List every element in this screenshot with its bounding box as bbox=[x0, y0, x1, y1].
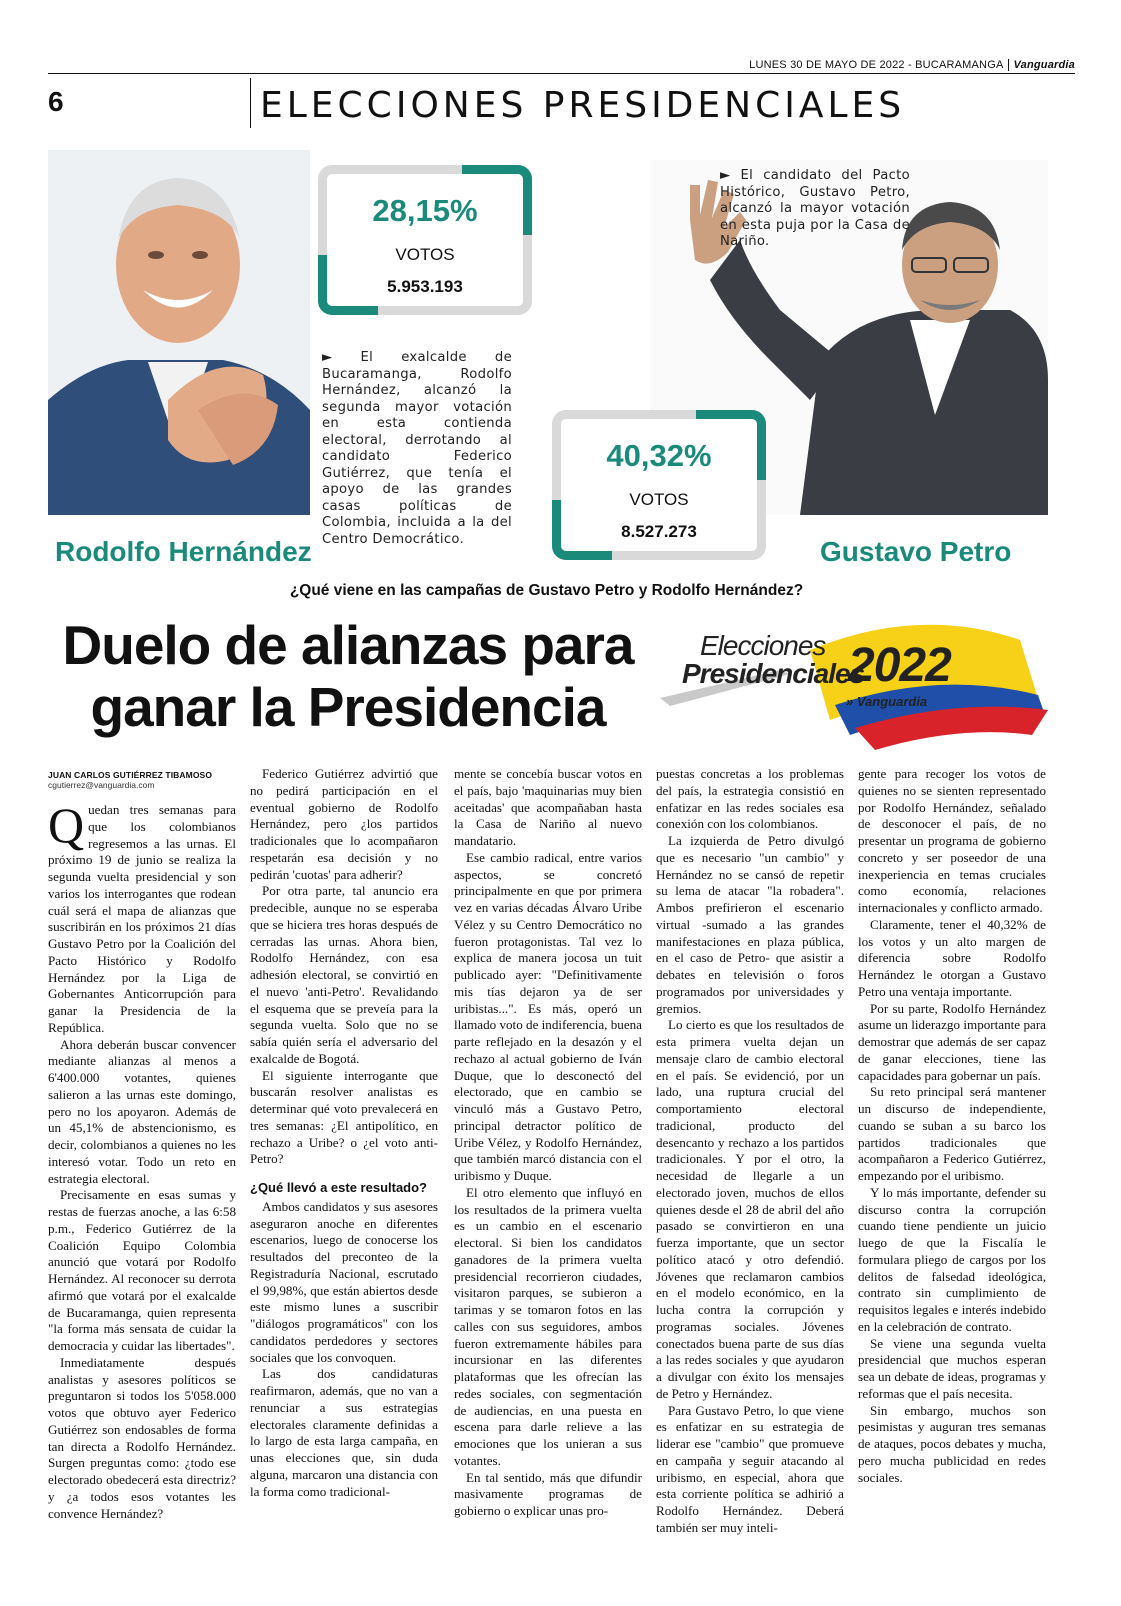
paragraph: Ese cambio radical, entre varios aspectos, se concretó principalmente en que por primera vez en varias décadas Álvaro Uribe Vélez y su Centro Democrático no fueron protagonistas. Tal vez lo explica de manera jocosa un tuit publicado ayer: "Definitivamente mis tías dejaron ya de ser uribistas...". Es más, operó un llamado voto de indiferencia, buena parte reflejado en la desazón y el rechazo al actual gobierno de Iván Duque, que lo desconectó del electorado, que en cambio se vinculó más a Gustavo Petro, principal detractor político de Uribe Vélez, y Rodolfo Hernández, que también marcó distancia con el uribismo y Duque. bbox=[454, 849, 642, 1183]
drop-cap: Q bbox=[48, 797, 85, 853]
paragraph: Por su parte, Rodolfo Hernández asume un liderazgo importante para demostrar que además de ser capaz de ganar elecciones, tiene las capacidades para gobernar un país. bbox=[858, 1000, 1046, 1083]
votes-label: VOTOS bbox=[629, 490, 689, 509]
author-name: JUAN CARLOS GUTIÉRREZ TIBAMOSO bbox=[48, 770, 213, 780]
article-column-1 bbox=[48, 797, 236, 1522]
photo-caption-rodolfo: ► El exalcalde de Bucaramanga, Rodolfo Hernández, alcanzó la segunda mayor votación en esta contienda electoral, derrotando al candidato Federico Gutiérrez, que tenía el apoyo de las grandes casas políticas de Colombia, incluida a la del Centro Democrático. bbox=[322, 350, 512, 547]
page-number: 6 bbox=[48, 86, 64, 117]
header-rule bbox=[48, 73, 1075, 74]
subhead: ¿Qué llevó a este resultado? bbox=[250, 1180, 427, 1195]
paragraph: El otro elemento que influyó en los resultados de la primera vuelta es un cambio en el escenario electoral. Si bien los candidatos ganadores de la primera vuelta presidencial recorrieron ciudades, visitaron parques, se subieron a tarimas y se tomaron fotos en las calles con sus seguidores, ambos fueron extremamente hábiles para incursionar en las diferentes plataformas que les ofrecían las redes sociales, con segmentación de audiencias, en una puesta en escena para darle relieve a las emociones que los unieran a sus votantes. bbox=[454, 1184, 642, 1468]
paragraph: mente se concebía buscar votos en el país, bajo 'maquinarias muy bien aceitadas' que acompañaban hasta la Casa de Nariño al nuevo mandatario. bbox=[454, 766, 642, 848]
headline: Duelo de alianzas para ganar la Presidencia bbox=[62, 614, 634, 738]
brand-text: Vanguardia bbox=[1008, 59, 1076, 71]
candidate-name-petro: Gustavo Petro bbox=[820, 536, 1012, 567]
photo-caption-petro: ► El candidato del Pacto Histórico, Gustavo Petro, alcanzó la mayor votación en esta puja por la Casa de Nariño. bbox=[720, 168, 910, 249]
photo-rodolfo-hernandez bbox=[48, 150, 310, 515]
dateline bbox=[749, 59, 1075, 71]
paragraph: Se viene una segunda vuelta presidencial que muchos esperan sea un debate de ideas, programas y reformas que el país necesita. bbox=[858, 1335, 1046, 1401]
author-email: cgutierrez@vanguardia.com bbox=[48, 780, 155, 790]
rodolfo-hernandez-illustration bbox=[48, 150, 310, 515]
paragraph: Ahora deberán buscar convencer mediante alianzas al menos a 6'400.000 votantes, quienes salieron a las urnas este domingo, pero no los apoyaron. Además de un 45,1% de abstencionismo, es decir, colombianos a quienes no les interesó votar. Todo un reto en estrategia electoral. bbox=[48, 1036, 236, 1186]
paragraph: Sin embargo, muchos son pesimistas y auguran tres semanas de ataques, pocos debates y mucha, pero mucha publicidad en redes sociales. bbox=[858, 1402, 1046, 1485]
paragraph: gente para recoger los votos de quienes no se sienten representado por Rodolfo Hernández, señalado de desconocer el país, de no presentar un programa de gobierno concreto y ser poseedor de una inexperiencia en temas cruciales como economía, relaciones internacionales y conflicto armado. bbox=[858, 766, 1046, 915]
logo-line2: Presidenciales bbox=[682, 658, 865, 689]
paragraph: Las dos candidaturas reafirmaron, además, que no van a renunciar a sus estrategias electorales claramente definidas a lo largo de esta larga campaña, en unas elecciones que, sin duda alguna, marcaron una distancia con la forma como tradicional- bbox=[250, 1366, 438, 1499]
article-column-4 bbox=[656, 766, 844, 1537]
paragraph: Ambos candidatos y sus asesores aseguraron anoche en diferentes escenarios, luego de conocerse los resultados del preconteo de la Registraduría Nacional, escrutado el 99,98%, que están abiertos desde este mismo lunes a suscribir "diálogos programáticos" con los candidatos perdedores y sectores sociales que los convoquen. bbox=[250, 1198, 438, 1365]
elecciones-2022-logo bbox=[660, 610, 1060, 750]
votes-count: 8.527.273 bbox=[621, 522, 697, 541]
article-column-5 bbox=[858, 766, 1046, 1486]
logo-year: 2022 bbox=[848, 639, 951, 692]
paragraph: Para Gustavo Petro, lo que viene es enfatizar en su estrategia de liderar ese "cambio" que promueve en campaña y seguir atacando al uribismo, en especial, ahora que esta corriente política se adhirió a Rodolfo Hernández. Deberá también ser muy inteli- bbox=[656, 1402, 844, 1535]
paragraph: La izquierda de Petro divulgó que es necesario "un cambio" y Hernández no se cansó de repetir su lema de atacar "la robadera". Ambos prefirieron el escenario virtual -sumado a las grandes manifestaciones en plaza pública, en el caso de Petro- que asistir a debates en televisión o foros programados por universidades y gremios. bbox=[656, 833, 844, 1016]
paragraph: Precisamente en esas sumas y restas de fuerzas anoche, a las 6:58 p.m., Federico Gutiérrez de la Coalición Equipo Colombia anunció que votará por Rodolfo Hernández. Al reconocer su derrota afirmó que votará por el exalcalde de Bucaramanga, quien representa "la forma más sensata de cuidar la democracia y cuidar las libertades". bbox=[48, 1187, 236, 1353]
paragraph: En tal sentido, más que difundir masivamente programas de gobierno o explicar unas pro- bbox=[454, 1469, 642, 1518]
paragraph: Y lo más importante, defender su discurso contra la corrupción cuando tiene pendiente un juicio luego de que la Fiscalía le formulara pliego de cargos por los delitos de falsedad ideológica, contrato sin cumplimiento de requisitos legales e interés indebido en la celebración de contrato. bbox=[858, 1184, 1046, 1334]
section-title: ELECCIONES PRESIDENCIALES bbox=[260, 85, 906, 126]
article-column-2 bbox=[250, 766, 438, 1500]
paragraph: Por otra parte, tal anuncio era predecible, aunque no se esperaba que se hiciera tres horas después de cerradas las urnas. Ahora bien, Rodolfo Hernández, con esa adhesión electoral, se convirtió en el nuevo 'anti-Petro'. Revalidando el esquema que se preveía para la segunda vuelta. Solo que no se sabía quién sería el adversario del exalcalde de Bogotá. bbox=[250, 883, 438, 1066]
paragraph: Inmediatamente después analistas y asesores políticos se preguntaron si todos los 5'058.000 votos que obtuvo ayer Federico Gutiérrez son endosables de forma tan directa a Rodolfo Hernández. Surgen preguntas como: ¿todo ese electorado obedecerá esta directriz? y ¿a todos esos votantes les convence Hernández? bbox=[48, 1354, 236, 1521]
vote-percent: 28,15% bbox=[372, 193, 478, 228]
date-text: LUNES 30 DE MAYO DE 2022 - BUCARAMANGA bbox=[749, 59, 1004, 71]
section-divider bbox=[250, 78, 251, 128]
paragraph: Claramente, tener el 40,32% de los votos y un alto margen de diferencia sobre Rodolfo Hernández le otorgan a Gustavo Petro una ventaja importante. bbox=[858, 916, 1046, 999]
kicker: ¿Qué viene en las campañas de Gustavo Petro y Rodolfo Hernández? bbox=[289, 582, 804, 599]
paragraph: Lo cierto es que los resultados de esta primera vuelta dejan un mensaje claro de cambio electoral en el país. Se evidenció, por un lado, una ruptura crucial del comportamiento electoral tradicional, producto del desencanto y rechazo a los partidos tradicionales. Y por el otro, la necesidad de llegarle a un electorado joven, muchos de ellos quienes desde el 28 de abril del año pasado se convirtieron en una fuerza importante, que un sector político atacó y otro defendió. Jóvenes que reclamaron cambios en el modelo económico, en la lucha contra la corrupción y programas sociales. Jóvenes conectados buena parte de sus días a las redes sociales y que ayudaron a divulgar con éxito los mensajes de Petro y Hernández. bbox=[656, 1017, 844, 1401]
paragraph: Federico Gutiérrez advirtió que no pedirá participación en el eventual gobierno de Rodolfo Hernández, pero ¿los partidos tradicionales que lo acompañaron respetarán esa decisión y no pedirán 'cuotas' para adherir? bbox=[250, 766, 438, 882]
article-column-3 bbox=[454, 766, 642, 1520]
logo-brand: » Vanguardia bbox=[846, 694, 928, 709]
candidate-name-rodolfo: Rodolfo Hernández bbox=[55, 536, 312, 567]
vote-box-rodolfo bbox=[318, 165, 532, 315]
votes-count: 5.953.193 bbox=[387, 277, 463, 296]
paragraph: El siguiente interrogante que buscarán resolver analistas es determinar qué voto prevalecerá en tres semanas: ¿El antipolítico, en rechazo a Uribe? o ¿el voto anti-Petro? bbox=[250, 1067, 438, 1167]
paragraph: puestas concretas a los problemas del país, la estrategia consistió en enfatizar en las redes sociales esa conexión con los colombianos. bbox=[656, 766, 844, 832]
paragraph: Su reto principal será mantener un discurso de independiente, cuando se suban a su barco los partidos tradicionales que acompañaron a Federico Gutiérrez, empezando por el uribismo. bbox=[858, 1084, 1046, 1183]
vote-box-petro bbox=[552, 410, 766, 560]
vote-percent: 40,32% bbox=[606, 438, 712, 473]
paragraph: Quedan tres semanas para que los colombianos regresemos a las urnas. El próximo 19 de junio se realiza la segunda vuelta presidencial y son varios los interrogantes que rodean cuál será el mapa de alianzas que suscribirán en los próximos 21 días Gustavo Petro por la Coalición del Pacto Histórico y Rodolfo Hernández por la Liga de Gobernantes Anticorrupción para ganar la Presidencia de la República. bbox=[48, 797, 236, 1035]
byline bbox=[48, 770, 238, 790]
votes-label: VOTOS bbox=[395, 245, 455, 264]
logo-line1: Elecciones bbox=[700, 630, 826, 661]
